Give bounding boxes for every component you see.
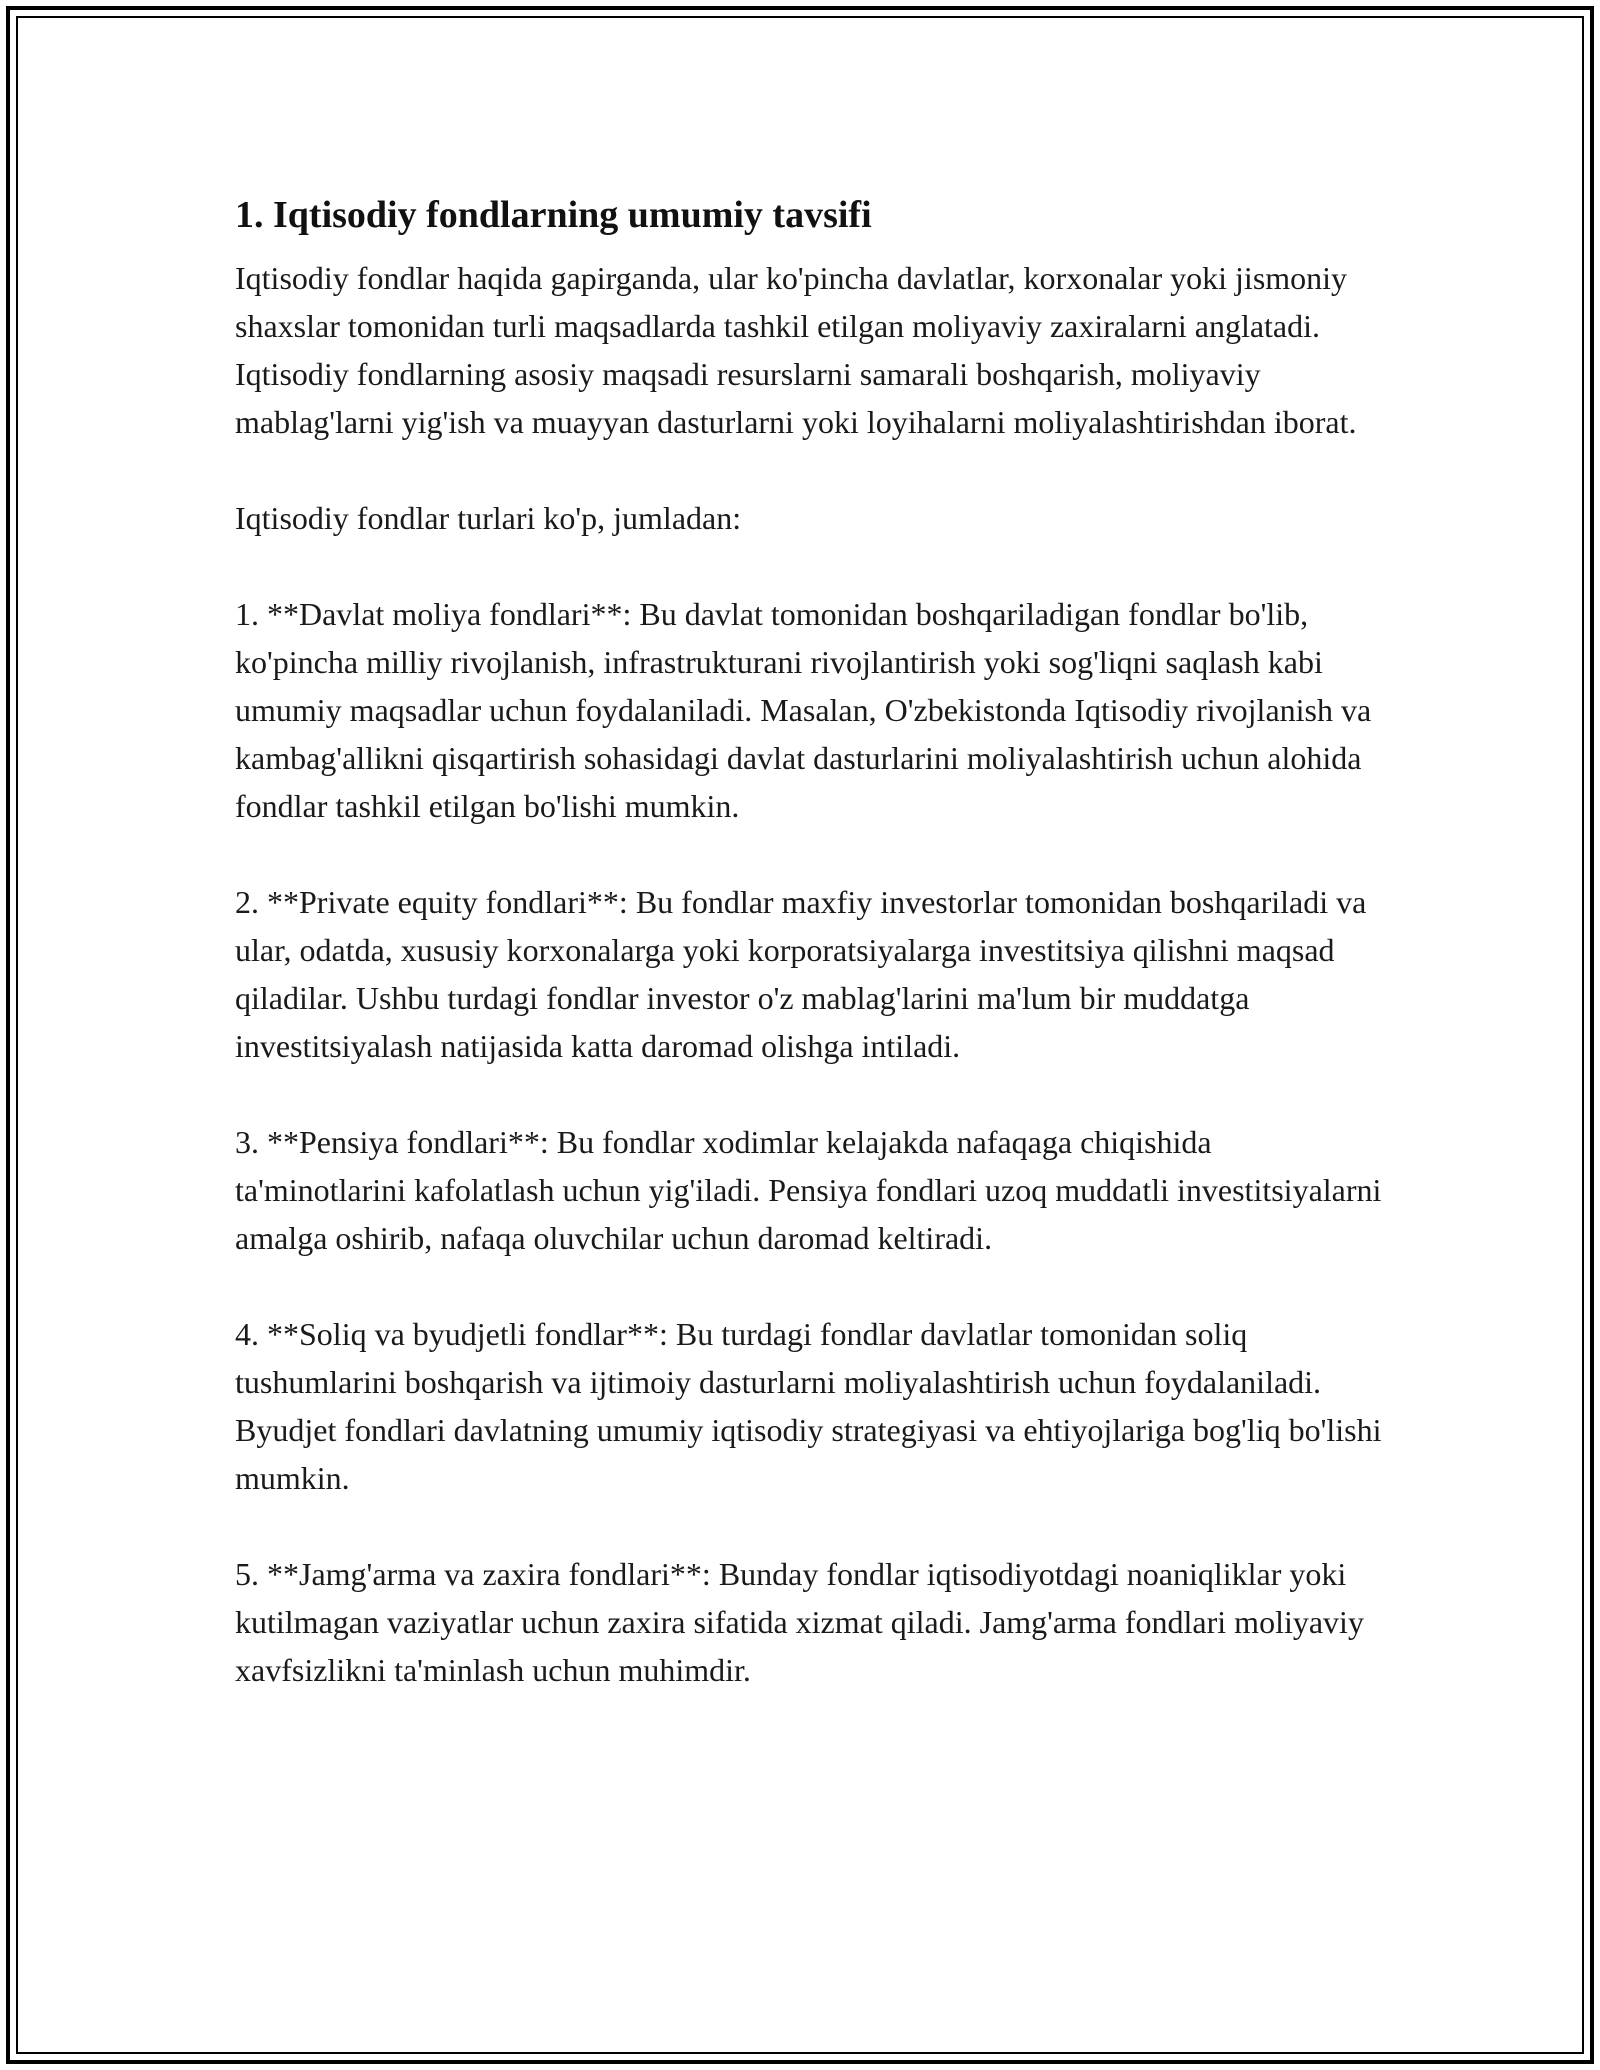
fund-type-item-5: 5. **Jamg'arma va zaxira fondlari**: Bunday fondlar iqtisodiyotdagi noaniqliklar yoki kutilmagan vaziyatlar uchun zaxira sifatida xizmat qiladi. Jamg'arma fondlari moliyaviy xavfsizlikni ta'minlash uchun muhimdir.: [235, 1556, 1364, 1688]
intro-paragraph: Iqtisodiy fondlar haqida gapirganda, ular ko'pincha davlatlar, korxonalar yoki jismoniy shaxslar tomonidan turli maqsadlarda tashkil etilgan moliyaviy zaxiralarni anglatadi. Iqtisodiy fondlarning asosiy maqsadi resurslarni samarali boshqarish, moliyaviy mablag'larni yig'ish va muayyan dasturlarni yoki loyihalarni moliyalashtirishdan iborat.: [235, 260, 1357, 440]
document-body: [235, 188, 1385, 1742]
fund-type-item-1: 1. **Davlat moliya fondlari**: Bu davlat tomonidan boshqariladigan fondlar bo'lib, ko'pincha milliy rivojlanish, infrastrukturani rivojlantirish yoki sog'liqni saqlash kabi umumiy maqsadlar uchun foydalaniladi. Masalan, O'zbekistonda Iqtisodiy rivojlanish va kambag'allikni qisqartirish sohasidagi davlat dasturlarini moliyalashtirish uchun alohida fondlar tashkil etilgan bo'lishi mumkin.: [235, 596, 1372, 824]
types-intro-paragraph: Iqtisodiy fondlar turlari ko'p, jumladan:: [235, 500, 742, 536]
fund-type-item-2: 2. **Private equity fondlari**: Bu fondlar maxfiy investorlar tomonidan boshqariladi va ular, odatda, xususiy korxonalarga yoki korporatsiyalarga investitsiya qilishni maqsad qiladilar. Ushbu turdagi fondlar investor o'z mablag'larini ma'lum bir muddatga investitsiyalash natijasida katta daromad olishga intiladi.: [235, 884, 1367, 1064]
fund-type-item-4: 4. **Soliq va byudjetli fondlar**: Bu turdagi fondlar davlatlar tomonidan soliq tushumlarini boshqarish va ijtimoiy dasturlarni moliyalashtirish uchun foydalaniladi. Byudjet fondlari davlatning umumiy iqtisodiy strategiyasi va ehtiyojlariga bog'liq bo'lishi mumkin.: [235, 1316, 1382, 1496]
fund-type-item-3: 3. **Pensiya fondlari**: Bu fondlar xodimlar kelajakda nafaqaga chiqishida ta'minotlarini kafolatlash uchun yig'iladi. Pensiya fondlari uzoq muddatli investitsiyalarni amalga oshirib, nafaqa oluvchilar uchun daromad keltiradi.: [235, 1124, 1382, 1256]
section-heading: 1. Iqtisodiy fondlarning umumiy tavsifi: [235, 194, 872, 236]
